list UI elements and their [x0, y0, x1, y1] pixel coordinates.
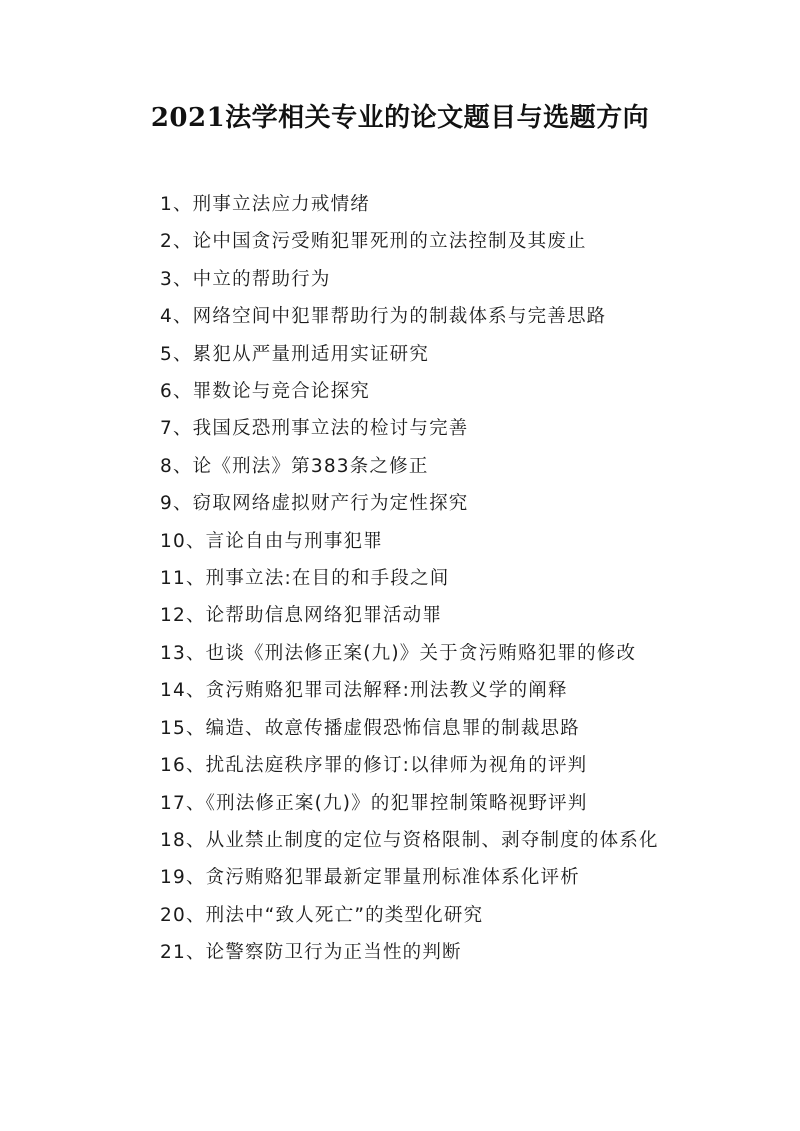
- list-item: 8、论《刑法》第383条之修正: [160, 455, 429, 477]
- list-item: 9、窃取网络虚拟财产行为定性探究: [160, 493, 469, 515]
- list-item: 21、论警察防卫行为正当性的判断: [160, 942, 462, 964]
- list-item: 10、言论自由与刑事犯罪: [160, 530, 383, 552]
- list-item: 4、网络空间中犯罪帮助行为的制裁体系与完善思路: [160, 306, 607, 328]
- list-item: 20、刑法中“致人死亡”的类型化研究: [160, 904, 484, 926]
- topic-list: [120, 186, 685, 972]
- list-item: 16、扰乱法庭秩序罪的修订:以律师为视角的评判: [160, 755, 588, 777]
- list-item: 19、贪污贿赂犯罪最新定罪量刑标准体系化评析: [160, 867, 580, 889]
- list-item: 11、刑事立法:在目的和手段之间: [160, 568, 450, 590]
- list-item: 5、累犯从严量刑适用实证研究: [160, 343, 430, 365]
- list-item: 17、《刑法修正案(九)》的犯罪控制策略视野评判: [160, 792, 588, 814]
- list-item: 6、罪数论与竞合论探究: [160, 381, 370, 403]
- list-item: 15、编造、故意传播虚假恐怖信息罪的制裁思路: [160, 717, 580, 739]
- list-item: 12、论帮助信息网络犯罪活动罪: [160, 605, 443, 627]
- list-item: 18、从业禁止制度的定位与资格限制、剥夺制度的体系化: [160, 829, 659, 851]
- list-item: 7、我国反恐刑事立法的检讨与完善: [160, 418, 469, 440]
- list-item: 3、中立的帮助行为: [160, 268, 331, 290]
- list-item: 2、论中国贪污受贿犯罪死刑的立法控制及其废止: [160, 231, 587, 253]
- list-item: 14、贪污贿赂犯罪司法解释:刑法教义学的阐释: [160, 680, 568, 702]
- document-title: 2021法学相关专业的论文题目与选题方向: [150, 103, 650, 133]
- list-item: 13、也谈《刑法修正案(九)》关于贪污贿赂犯罪的修改: [160, 642, 637, 664]
- list-item: 1、刑事立法应力戒情绪: [160, 194, 370, 215]
